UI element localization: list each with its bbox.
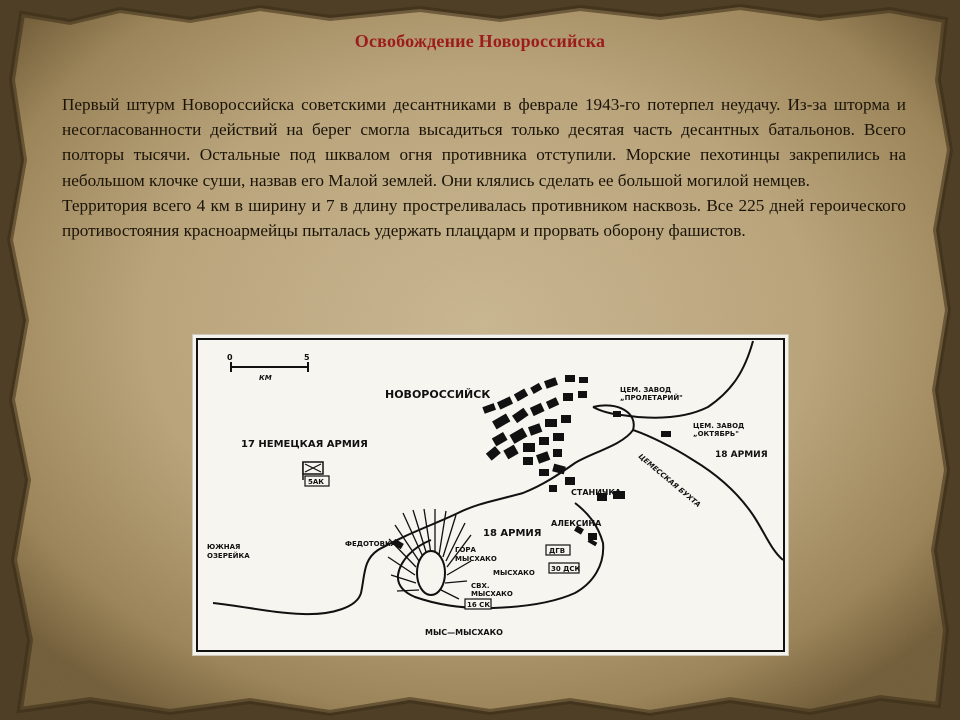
label-german-army: 17 НЕМЕЦКАЯ АРМИЯ xyxy=(241,439,368,450)
label-svkh-1: СВХ. xyxy=(471,582,490,590)
label-cement-proletary-2: „ПРОЛЕТАРИЙ" xyxy=(620,394,683,402)
label-aleksina: АЛЕКСИНА xyxy=(551,519,602,528)
label-unit-30dsk: 30 ДСК xyxy=(551,565,581,573)
body-text xyxy=(62,92,906,243)
label-stanichka: СТАНИЧКА xyxy=(571,488,622,497)
label-yuzhnaya-1: ЮЖНАЯ xyxy=(207,543,241,551)
unit-box-dgv xyxy=(546,545,570,555)
label-cement-proletary-1: ЦЕМ. ЗАВОД xyxy=(620,386,672,394)
label-cape: МЫС—МЫСХАКО xyxy=(425,628,503,637)
label-bay: ЦЕМЕССКАЯ БУХТА xyxy=(636,452,703,510)
map-novorossiysk xyxy=(193,335,788,655)
label-yuzhnaya-2: ОЗЕРЕЙКА xyxy=(207,552,250,560)
scale-start: 0 xyxy=(227,353,233,362)
paragraph-2: Территория всего 4 км в ширину и 7 в длину простреливалась противником насквозь. Все 225 дней героического противостояния красноармейцы пыталась удержать плацдарм и прорвать оборону фашистов. xyxy=(62,195,906,241)
paragraph-1: Первый штурм Новороссийска советскими десантниками в феврале 1943-го потерпел неудачу. Из-за шторма и несогласованности действий на берег смогла высадиться только десятая часть десантных батальонов. Всего полторы тысячи. Остальные под шквалом огня противника отступили. Морские пехотинцы закрепились на небольшом клочке суши, назвав его Малой землей. Они клялись сделать ее большой могилой немцев. xyxy=(62,95,906,190)
label-flag-unit: 5АК xyxy=(308,478,325,486)
label-18-army-center: 18 АРМИЯ xyxy=(483,528,542,539)
label-unit-16sk: 16 СК xyxy=(467,601,491,609)
label-cement-october-1: ЦЕМ. ЗАВОД xyxy=(693,422,745,430)
label-myskhako: МЫСХАКО xyxy=(493,569,535,577)
gora-myskhako-peak xyxy=(417,551,445,595)
label-cement-october-2: „ОКТЯБРЬ" xyxy=(693,430,739,438)
scale-unit: КМ xyxy=(259,374,272,382)
label-unit-dgv: ДГВ xyxy=(549,547,566,555)
unit-box-16sk xyxy=(465,599,491,609)
label-fedotovka: ФЕДОТОВКА xyxy=(345,540,397,548)
label-gora-1: ГОРА xyxy=(455,546,476,554)
page-title: Освобождение Новороссийска xyxy=(354,31,606,51)
label-gora-2: МЫСХАКО xyxy=(455,555,497,563)
label-svkh-2: МЫСХАКО xyxy=(471,590,513,598)
scale-end: 5 xyxy=(304,353,310,362)
label-18-army-east: 18 АРМИЯ xyxy=(715,450,768,460)
unit-box-30dsk xyxy=(549,563,581,573)
map-drawing xyxy=(193,335,788,655)
label-city: НОВОРОССИЙСК xyxy=(385,388,491,401)
